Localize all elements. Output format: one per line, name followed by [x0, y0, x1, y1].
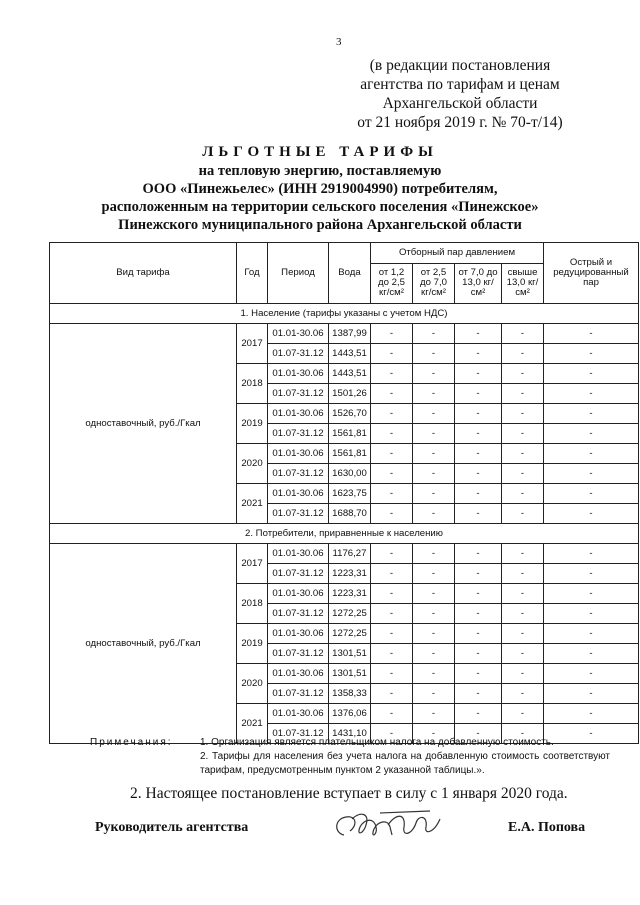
- water-tariff-cell: 1176,27: [329, 544, 371, 564]
- tariff-kind-cell: одноставочный, руб./Гкал: [50, 324, 237, 524]
- header-water: Вода: [329, 243, 371, 304]
- empty-tariff-cell: -: [413, 504, 455, 524]
- empty-tariff-cell: -: [502, 624, 544, 644]
- empty-tariff-cell: -: [455, 724, 502, 744]
- empty-tariff-cell: -: [371, 464, 413, 484]
- empty-tariff-cell: -: [544, 564, 639, 584]
- header-period: Период: [268, 243, 329, 304]
- period-cell: 01.01-30.06: [268, 544, 329, 564]
- year-cell: 2020: [237, 444, 268, 484]
- water-tariff-cell: 1431,10: [329, 724, 371, 744]
- title-line: на тепловую энергию, поставляемую: [198, 163, 442, 179]
- empty-tariff-cell: -: [502, 384, 544, 404]
- empty-tariff-cell: -: [413, 384, 455, 404]
- empty-tariff-cell: -: [371, 364, 413, 384]
- empty-tariff-cell: -: [544, 464, 639, 484]
- empty-tariff-cell: -: [413, 444, 455, 464]
- empty-tariff-cell: -: [413, 404, 455, 424]
- empty-tariff-cell: -: [502, 464, 544, 484]
- empty-tariff-cell: -: [502, 724, 544, 744]
- title-line: Пинежского муниципального района Архангельской области: [118, 217, 522, 233]
- period-cell: 01.01-30.06: [268, 584, 329, 604]
- empty-tariff-cell: -: [502, 584, 544, 604]
- empty-tariff-cell: -: [413, 624, 455, 644]
- section-title: 2. Потребители, приравненные к населению: [50, 524, 639, 544]
- period-cell: 01.07-31.12: [268, 424, 329, 444]
- empty-tariff-cell: -: [502, 504, 544, 524]
- empty-tariff-cell: -: [413, 464, 455, 484]
- page-number: 3: [336, 36, 342, 48]
- header-hot-steam: Острый и редуцированный пар: [544, 243, 639, 304]
- redaction-note: [340, 56, 580, 132]
- handwritten-signature: [330, 805, 450, 851]
- year-cell: 2017: [237, 544, 268, 584]
- redaction-line: от 21 ноября 2019 г. № 70-т/14): [357, 114, 563, 131]
- note-2: 2. Тарифы для населения без учета налога на добавленную стоимость соответствуют тарифам, предусмотренным пунктом 2 указанной таблицы.».: [200, 751, 610, 776]
- empty-tariff-cell: -: [371, 564, 413, 584]
- empty-tariff-cell: -: [371, 504, 413, 524]
- water-tariff-cell: 1443,51: [329, 364, 371, 384]
- empty-tariff-cell: -: [371, 664, 413, 684]
- period-cell: 01.01-30.06: [268, 484, 329, 504]
- empty-tariff-cell: -: [544, 484, 639, 504]
- water-tariff-cell: 1358,33: [329, 684, 371, 704]
- empty-tariff-cell: -: [371, 484, 413, 504]
- period-cell: 01.01-30.06: [268, 324, 329, 344]
- empty-tariff-cell: -: [413, 424, 455, 444]
- empty-tariff-cell: -: [544, 544, 639, 564]
- year-cell: 2018: [237, 584, 268, 624]
- period-cell: 01.07-31.12: [268, 504, 329, 524]
- water-tariff-cell: 1630,00: [329, 464, 371, 484]
- empty-tariff-cell: -: [502, 324, 544, 344]
- empty-tariff-cell: -: [544, 604, 639, 624]
- water-tariff-cell: 1501,26: [329, 384, 371, 404]
- empty-tariff-cell: -: [455, 444, 502, 464]
- empty-tariff-cell: -: [455, 384, 502, 404]
- year-cell: 2019: [237, 404, 268, 444]
- empty-tariff-cell: -: [413, 544, 455, 564]
- empty-tariff-cell: -: [502, 344, 544, 364]
- empty-tariff-cell: -: [544, 704, 639, 724]
- water-tariff-cell: 1223,31: [329, 584, 371, 604]
- water-tariff-cell: 1376,06: [329, 704, 371, 724]
- empty-tariff-cell: -: [455, 424, 502, 444]
- section-header-row: [50, 304, 639, 324]
- period-cell: 01.01-30.06: [268, 444, 329, 464]
- empty-tariff-cell: -: [371, 624, 413, 644]
- water-tariff-cell: 1223,31: [329, 564, 371, 584]
- section-title: 1. Население (тарифы указаны с учетом НДС): [50, 304, 639, 324]
- empty-tariff-cell: -: [371, 404, 413, 424]
- period-cell: 01.07-31.12: [268, 724, 329, 744]
- period-cell: 01.07-31.12: [268, 684, 329, 704]
- empty-tariff-cell: -: [544, 324, 639, 344]
- empty-tariff-cell: -: [455, 684, 502, 704]
- empty-tariff-cell: -: [413, 584, 455, 604]
- empty-tariff-cell: -: [502, 444, 544, 464]
- notes-body: [200, 736, 610, 778]
- signatory-position: Руководитель агентства: [95, 820, 249, 835]
- empty-tariff-cell: -: [371, 324, 413, 344]
- redaction-line: Архангельской области: [382, 95, 538, 112]
- header-kind: Вид тарифа: [50, 243, 237, 304]
- water-tariff-cell: 1272,25: [329, 624, 371, 644]
- empty-tariff-cell: -: [371, 384, 413, 404]
- empty-tariff-cell: -: [371, 604, 413, 624]
- title-line: ООО «Пинежьелес» (ИНН 2919004990) потребителям,: [142, 181, 498, 197]
- period-cell: 01.07-31.12: [268, 464, 329, 484]
- empty-tariff-cell: -: [455, 484, 502, 504]
- section-header-row: [50, 524, 639, 544]
- empty-tariff-cell: -: [544, 624, 639, 644]
- empty-tariff-cell: -: [371, 544, 413, 564]
- table-row: [50, 324, 639, 344]
- empty-tariff-cell: -: [413, 664, 455, 684]
- empty-tariff-cell: -: [544, 424, 639, 444]
- empty-tariff-cell: -: [544, 384, 639, 404]
- title-main: ЛЬГОТНЫЕ ТАРИФЫ: [202, 144, 438, 160]
- redaction-line: (в редакции постановления: [369, 57, 551, 74]
- header-pressure-4: свыше 13,0 кг/см²: [502, 263, 544, 303]
- empty-tariff-cell: -: [455, 624, 502, 644]
- water-tariff-cell: 1387,99: [329, 324, 371, 344]
- period-cell: 01.01-30.06: [268, 404, 329, 424]
- water-tariff-cell: 1561,81: [329, 444, 371, 464]
- empty-tariff-cell: -: [502, 364, 544, 384]
- empty-tariff-cell: -: [455, 564, 502, 584]
- empty-tariff-cell: -: [455, 504, 502, 524]
- empty-tariff-cell: -: [455, 664, 502, 684]
- empty-tariff-cell: -: [413, 564, 455, 584]
- empty-tariff-cell: -: [371, 584, 413, 604]
- empty-tariff-cell: -: [455, 644, 502, 664]
- water-tariff-cell: 1272,25: [329, 604, 371, 624]
- empty-tariff-cell: -: [544, 444, 639, 464]
- empty-tariff-cell: -: [502, 644, 544, 664]
- empty-tariff-cell: -: [455, 584, 502, 604]
- empty-tariff-cell: -: [413, 344, 455, 364]
- empty-tariff-cell: -: [502, 424, 544, 444]
- empty-tariff-cell: -: [502, 404, 544, 424]
- water-tariff-cell: 1301,51: [329, 644, 371, 664]
- empty-tariff-cell: -: [371, 724, 413, 744]
- year-cell: 2017: [237, 324, 268, 364]
- empty-tariff-cell: -: [455, 544, 502, 564]
- period-cell: 01.07-31.12: [268, 344, 329, 364]
- empty-tariff-cell: -: [371, 644, 413, 664]
- document-title: [80, 142, 560, 234]
- period-cell: 01.01-30.06: [268, 364, 329, 384]
- water-tariff-cell: 1623,75: [329, 484, 371, 504]
- empty-tariff-cell: -: [455, 324, 502, 344]
- empty-tariff-cell: -: [544, 344, 639, 364]
- effective-date-clause: 2. Настоящее постановление вступает в силу с 1 января 2020 года.: [130, 785, 568, 802]
- notes-label: Примечания:: [90, 737, 173, 748]
- year-cell: 2020: [237, 664, 268, 704]
- empty-tariff-cell: -: [455, 604, 502, 624]
- empty-tariff-cell: -: [544, 584, 639, 604]
- year-cell: 2019: [237, 624, 268, 664]
- empty-tariff-cell: -: [371, 704, 413, 724]
- empty-tariff-cell: -: [455, 364, 502, 384]
- water-tariff-cell: 1443,51: [329, 344, 371, 364]
- table-row: [50, 544, 639, 564]
- water-tariff-cell: 1688,70: [329, 504, 371, 524]
- empty-tariff-cell: -: [413, 644, 455, 664]
- empty-tariff-cell: -: [413, 364, 455, 384]
- empty-tariff-cell: -: [544, 644, 639, 664]
- empty-tariff-cell: -: [413, 724, 455, 744]
- period-cell: 01.01-30.06: [268, 664, 329, 684]
- empty-tariff-cell: -: [544, 664, 639, 684]
- empty-tariff-cell: -: [502, 544, 544, 564]
- tariff-kind-cell: одноставочный, руб./Гкал: [50, 544, 237, 744]
- empty-tariff-cell: -: [455, 404, 502, 424]
- empty-tariff-cell: -: [502, 704, 544, 724]
- empty-tariff-cell: -: [413, 684, 455, 704]
- year-cell: 2021: [237, 704, 268, 744]
- empty-tariff-cell: -: [371, 684, 413, 704]
- signatory-name: Е.А. Попова: [508, 820, 586, 835]
- empty-tariff-cell: -: [502, 664, 544, 684]
- year-cell: 2021: [237, 484, 268, 524]
- empty-tariff-cell: -: [544, 364, 639, 384]
- tariff-table: [49, 242, 639, 744]
- empty-tariff-cell: -: [455, 704, 502, 724]
- empty-tariff-cell: -: [371, 424, 413, 444]
- empty-tariff-cell: -: [413, 704, 455, 724]
- empty-tariff-cell: -: [455, 464, 502, 484]
- empty-tariff-cell: -: [413, 484, 455, 504]
- empty-tariff-cell: -: [502, 604, 544, 624]
- header-pressure-2: от 2,5 до 7,0 кг/см²: [413, 263, 455, 303]
- header-steam-group: Отборный пар давлением: [371, 243, 544, 264]
- empty-tariff-cell: -: [502, 684, 544, 704]
- empty-tariff-cell: -: [544, 724, 639, 744]
- empty-tariff-cell: -: [371, 444, 413, 464]
- period-cell: 01.07-31.12: [268, 644, 329, 664]
- period-cell: 01.07-31.12: [268, 604, 329, 624]
- period-cell: 01.01-30.06: [268, 704, 329, 724]
- empty-tariff-cell: -: [413, 324, 455, 344]
- redaction-line: агентства по тарифам и ценам: [360, 76, 560, 93]
- empty-tariff-cell: -: [413, 604, 455, 624]
- empty-tariff-cell: -: [502, 564, 544, 584]
- title-line: расположенным на территории сельского поселения «Пинежское»: [101, 199, 539, 215]
- note-1: 1. Организация является плательщиком налога на добавленную стоимость.: [200, 737, 554, 748]
- empty-tariff-cell: -: [455, 344, 502, 364]
- empty-tariff-cell: -: [544, 404, 639, 424]
- empty-tariff-cell: -: [371, 344, 413, 364]
- period-cell: 01.07-31.12: [268, 384, 329, 404]
- water-tariff-cell: 1301,51: [329, 664, 371, 684]
- header-pressure-1: от 1,2 до 2,5 кг/см²: [371, 263, 413, 303]
- header-year: Год: [237, 243, 268, 304]
- period-cell: 01.07-31.12: [268, 564, 329, 584]
- water-tariff-cell: 1561,81: [329, 424, 371, 444]
- empty-tariff-cell: -: [502, 484, 544, 504]
- empty-tariff-cell: -: [544, 684, 639, 704]
- empty-tariff-cell: -: [544, 504, 639, 524]
- water-tariff-cell: 1526,70: [329, 404, 371, 424]
- period-cell: 01.01-30.06: [268, 624, 329, 644]
- year-cell: 2018: [237, 364, 268, 404]
- header-pressure-3: от 7,0 до 13,0 кг/см²: [455, 263, 502, 303]
